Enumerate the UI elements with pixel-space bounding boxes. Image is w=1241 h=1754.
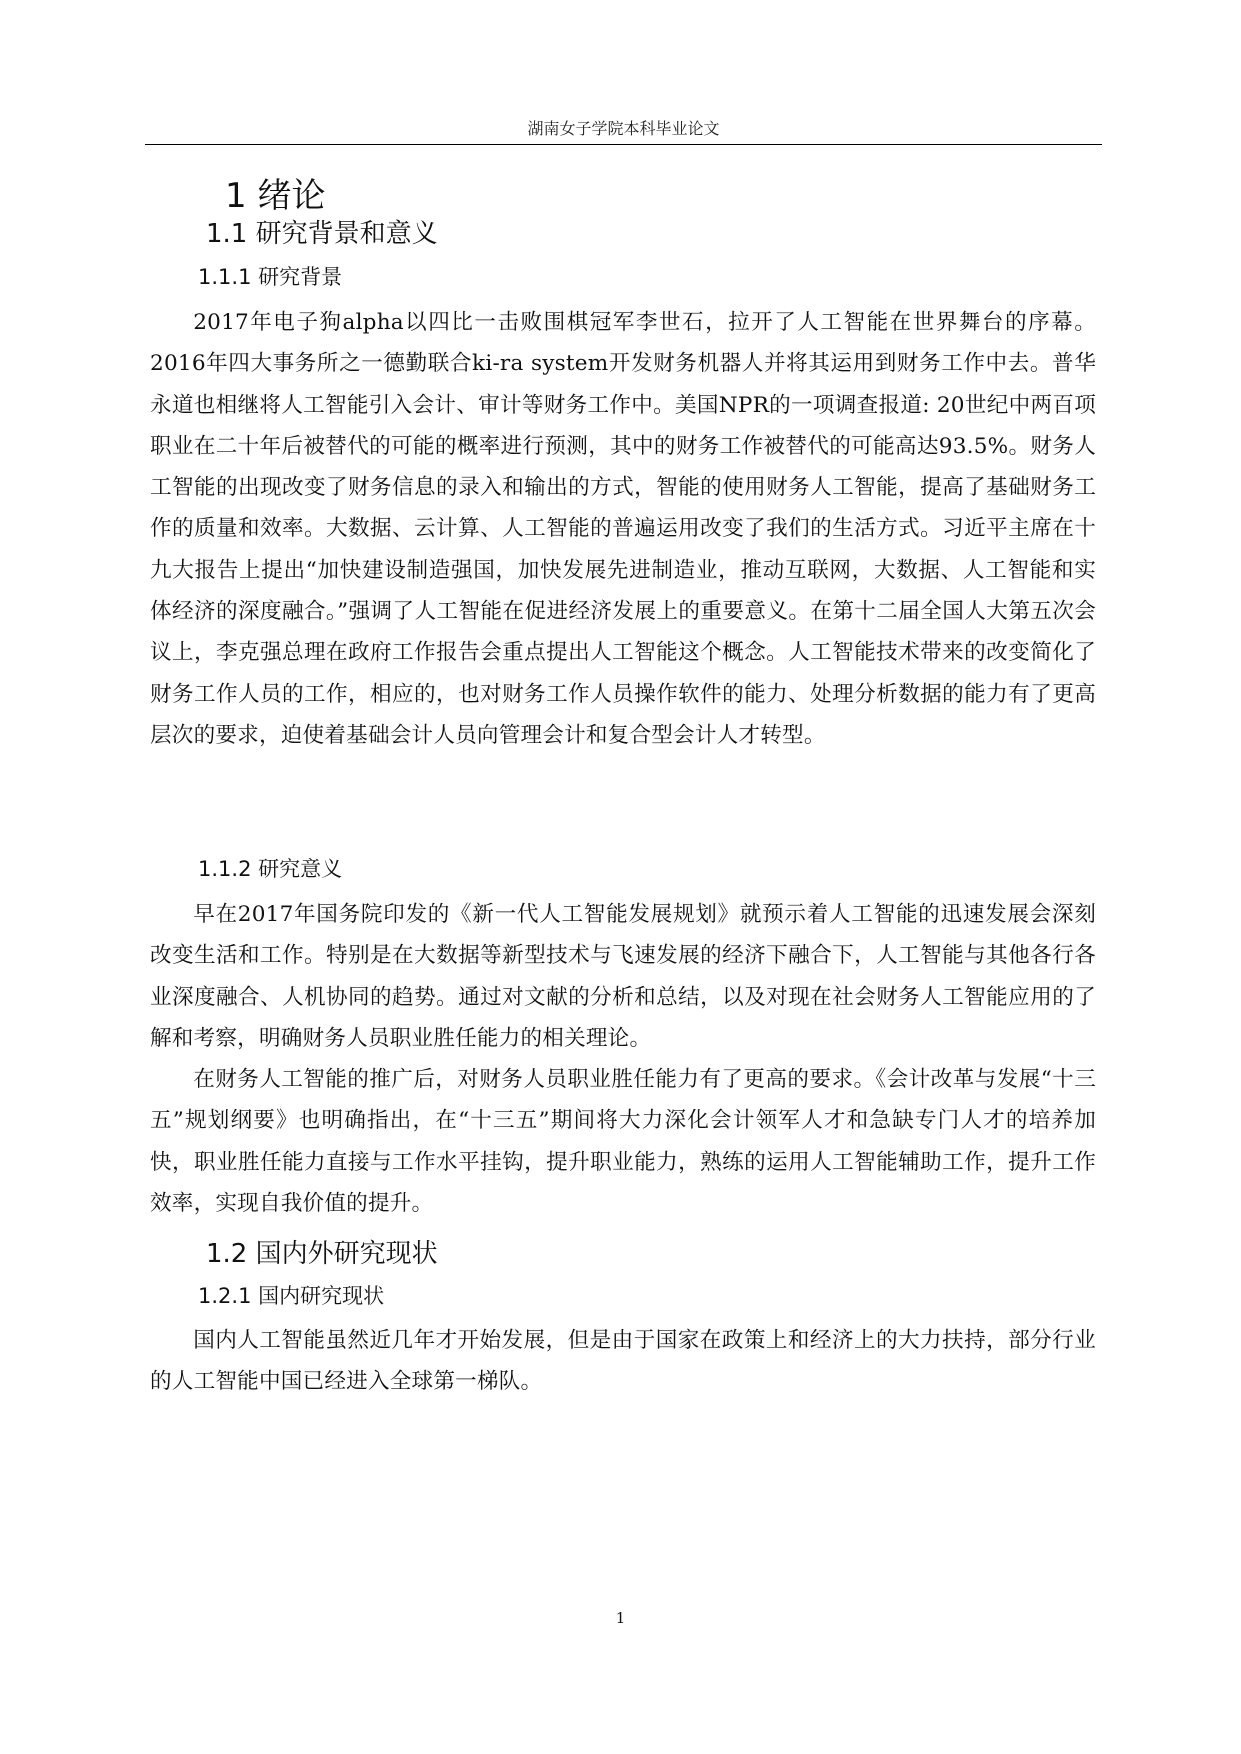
- subsection-title-1-1-1: 1.1.1 研究背景: [198, 265, 343, 289]
- paragraph-significance-1: 早在2017年国务院印发的《新一代人工智能发展规划》就预示着人工智能的迅速发展会深刻改变生活和工作。特别是在大数据等新型技术与飞速发展的经济下融合下，人工智能与其他各行各业深度融合、人机协同的趋势。通过对文献的分析和总结，以及对现在社会财务人工智能应用的了解和考察，明确财务人员职业胜任能力的相关理论。: [150, 902, 1096, 1051]
- section-title-1-1: 1.1 研究背景和意义: [206, 219, 438, 249]
- paragraph-background: 2017年电子狗alpha以四比一击败围棋冠军李世石，拉开了人工智能在世界舞台的序幕。2016年四大事务所之一德勤联合ki-ra system开发财务机器人并将其运用到财务工作中去。普华永道也相继将人工智能引入会计、审计等财务工作中。美国NPR的一项调查报道: 20世纪中两百项职业在二十年后被替代的可能的概率进行预测，其中的财务工作被替代的可能高达93.5%。财务人工智能的出现改变了财务信息的录入和输出的方式，智能的使用财务人工智能，提高了基础财务工作的质量和效率。大数据、云计算、人工智能的普遍运用改变了我们的生活方式。习近平主席在十九大报告上提出“加快建设制造强国，加快发展先进制造业，推动互联网，大数据、人工智能和实体经济的深度融合。”强调了人工智能在促进经济发展上的重要意义。在第十二届全国人大第五次会议上，李克强总理在政府工作报告会重点提出人工智能这个概念。人工智能技术带来的改变简化了财务工作人员的工作，相应的，也对财务工作人员操作软件的能力、处理分析数据的能力有了更高层次的要求，迫使着基础会计人员向管理会计和复合型会计人才转型。: [150, 310, 1096, 748]
- subsection-title-1-1-2: 1.1.2 研究意义: [198, 857, 343, 881]
- paragraph-significance-2: 在财务人工智能的推广后，对财务人员职业胜任能力有了更高的要求。《会计改革与发展“十三五”规划纲要》也明确指出，在“十三五”期间将大力深化会计领军人才和急缺专门人才的培养加快，职业胜任能力直接与工作水平挂钩，提升职业能力，熟练的运用人工智能辅助工作，提升工作效率，实现自我价值的提升。: [150, 1067, 1096, 1216]
- subsection-title-1-2-1: 1.2.1 国内研究现状: [198, 1284, 385, 1308]
- chapter-title: 1 绪论: [225, 176, 326, 216]
- paragraph-domestic-research: 国内人工智能虽然近几年才开始发展，但是由于国家在政策上和经济上的大力扶持，部分行业的人工智能中国已经进入全球第一梯队。: [150, 1328, 1096, 1395]
- section-title-1-2: 1.2 国内外研究现状: [206, 1239, 438, 1269]
- page-number: 1: [615, 1609, 626, 1627]
- header-rule: [145, 144, 1102, 145]
- running-header: 湖南女子学院本科毕业论文: [527, 119, 720, 138]
